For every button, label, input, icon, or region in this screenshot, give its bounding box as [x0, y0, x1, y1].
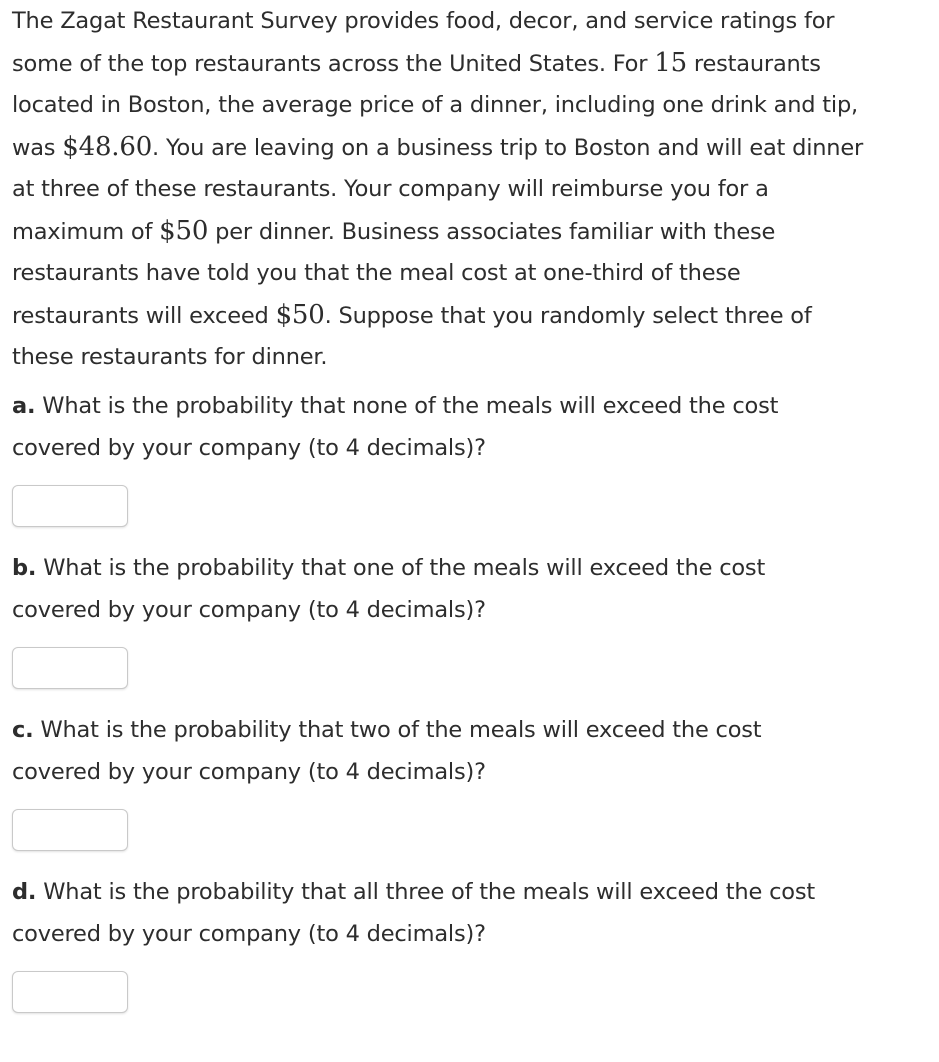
- answer-input-c[interactable]: [12, 809, 128, 851]
- problem-line: at three of these restaurants. Your company will reimburse you for a: [12, 176, 769, 202]
- question-letter: d.: [12, 879, 37, 905]
- cost-threshold: $50: [275, 300, 325, 330]
- question-text: covered by your company (to 4 decimals)?: [12, 759, 486, 785]
- answer-input-d[interactable]: [12, 971, 128, 1013]
- problem-line: some of the top restaurants across the United States. For 15 restaurants: [12, 48, 821, 78]
- question-text: What is the probability that two of the meals will exceed the cost: [33, 717, 762, 743]
- problem-line: restaurants will exceed $50. Suppose that you randomly select three of: [12, 300, 812, 330]
- answer-input-b[interactable]: [12, 647, 128, 689]
- average-price: $48.60: [62, 132, 153, 162]
- question-c: [12, 709, 936, 793]
- problem-line: located in Boston, the average price of a dinner, including one drink and tip,: [12, 92, 858, 118]
- question-text: What is the probability that none of the meals will exceed the cost: [35, 393, 779, 419]
- reimbursement-max: $50: [159, 216, 209, 246]
- question-b: [12, 547, 936, 631]
- question-letter: a.: [12, 393, 36, 419]
- question-letter: b.: [12, 555, 37, 581]
- problem-line: restaurants have told you that the meal cost at one-third of these: [12, 260, 741, 286]
- problem-statement: [12, 0, 936, 378]
- problem-line: maximum of $50 per dinner. Business associates familiar with these: [12, 216, 776, 246]
- question-text: covered by your company (to 4 decimals)?: [12, 597, 486, 623]
- restaurant-count: 15: [654, 48, 687, 78]
- question-text: What is the probability that one of the meals will exceed the cost: [36, 555, 766, 581]
- question-text: covered by your company (to 4 decimals)?: [12, 435, 486, 461]
- problem-line: was $48.60. You are leaving on a business trip to Boston and will eat dinner: [12, 132, 864, 162]
- question-a: [12, 385, 936, 469]
- question-letter: c.: [12, 717, 34, 743]
- question-text: What is the probability that all three of the meals will exceed the cost: [36, 879, 815, 905]
- problem-line: The Zagat Restaurant Survey provides food, decor, and service ratings for: [12, 8, 835, 34]
- question-text: covered by your company (to 4 decimals)?: [12, 921, 486, 947]
- question-d: [12, 871, 936, 955]
- answer-input-a[interactable]: [12, 485, 128, 527]
- problem-line: these restaurants for dinner.: [12, 344, 328, 370]
